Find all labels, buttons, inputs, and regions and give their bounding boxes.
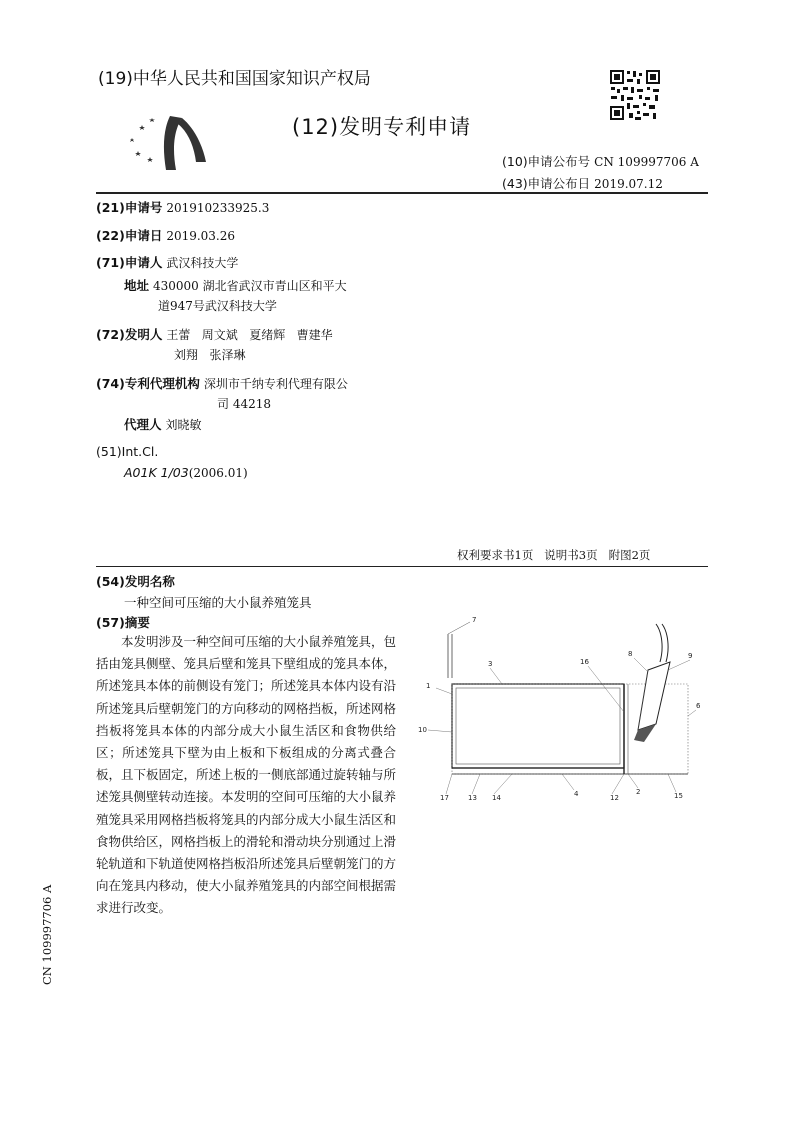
figure-label-14: 14 xyxy=(492,794,501,802)
application-date-label: (22)申请日 xyxy=(96,228,163,243)
application-number-value: 201910233925.3 xyxy=(166,201,270,215)
title-label: (54)发明名称 xyxy=(96,574,175,589)
publication-number-label: (10)申请公布号 xyxy=(502,154,591,169)
pages-divider xyxy=(96,566,708,567)
patent-agency-label: (74)专利代理机构 xyxy=(96,376,200,391)
inventors-continued xyxy=(174,346,245,363)
applicant-label: (71)申请人 xyxy=(96,255,163,270)
publication-date xyxy=(502,174,663,192)
abstract-text: 本发明涉及一种空间可压缩的大小鼠养殖笼具，包括由笼具侧壁、笼具后壁和笼具下壁组成的笼具本体，所述笼具本体的前侧设有笼门；所述笼具本体内设有沿所述笼具后壁朝笼门的方向移动的网格挡板，所述网格挡板将笼具本体的内部分成大小鼠生活区和食物供给区；所述笼具下壁为由上板和下板组成的分离式叠合板，且下板固定，所述上板的一侧底部通过旋转轴与所述笼具侧壁转动连接。本发明的空间可压缩的大小鼠养殖笼具采用网格挡板将笼具的内部分成大小鼠生活区和食物供给区，网格挡板上的滑轮和滑动块分别通过上滑轮轨道和下轨道使网格挡板沿所述笼具后壁朝笼门的方向在笼具内移动，使大小鼠养殖笼具的内部空间根据需求进行改变。 xyxy=(96,634,397,916)
patent-office-name: (19)中华人民共和国国家知识产权局 xyxy=(98,69,371,89)
figure-label-3: 3 xyxy=(488,660,493,668)
abstract-drawing xyxy=(412,612,712,814)
figure-label-10: 10 xyxy=(418,726,427,734)
international-classification xyxy=(124,465,248,480)
figure-label-2: 2 xyxy=(636,788,641,796)
figure-label-8: 8 xyxy=(628,650,633,658)
patent-agency-line-1: 深圳市千纳专利代理有限公 xyxy=(203,377,348,391)
figure-label-9: 9 xyxy=(688,652,693,660)
agent xyxy=(124,415,202,433)
inventors-line-2: 刘翔 张泽琳 xyxy=(174,348,246,362)
application-date xyxy=(96,226,235,244)
address xyxy=(124,276,347,294)
inventors xyxy=(96,325,333,343)
figure-label-12: 12 xyxy=(610,794,619,802)
publication-number-value: CN 109997706 A xyxy=(594,155,699,169)
publication-date-label: (43)申请公布日 xyxy=(502,176,591,191)
invention-title: 一种空间可压缩的大小鼠养殖笼具 xyxy=(124,595,312,610)
address-continued xyxy=(158,297,277,314)
figure-label-15: 15 xyxy=(674,792,683,800)
application-number-label: (21)申请号 xyxy=(96,200,163,215)
ipc-class-year: (2006.01) xyxy=(188,466,248,480)
office-emblem-icon xyxy=(126,112,212,174)
patent-agency-line-2: 司 44218 xyxy=(217,397,271,411)
qr-code-icon xyxy=(609,69,661,121)
address-label: 地址 xyxy=(124,278,150,293)
publication-number xyxy=(502,152,699,170)
address-line-2: 道947号武汉科技大学 xyxy=(158,299,277,313)
abstract-label: (57)摘要 xyxy=(96,615,150,630)
inventors-line-1: 王蕾 周文斌 夏绪辉 曹建华 xyxy=(166,328,333,342)
patent-agency-continued xyxy=(217,395,271,412)
figure-label-1: 1 xyxy=(426,682,431,690)
figure-label-17: 17 xyxy=(440,794,449,802)
agent-value: 刘晓敏 xyxy=(165,418,202,432)
international-classification-label: (51)Int.Cl. xyxy=(96,444,159,459)
inventors-label: (72)发明人 xyxy=(96,327,163,342)
header-divider xyxy=(96,192,708,194)
application-number xyxy=(96,198,269,216)
publication-date-value: 2019.07.12 xyxy=(594,177,663,191)
application-date-value: 2019.03.26 xyxy=(166,229,236,243)
page-count-info: 权利要求书1页 说明书3页 附图2页 xyxy=(457,548,651,562)
figure-label-4: 4 xyxy=(574,790,579,798)
figure-label-16: 16 xyxy=(580,658,589,666)
side-publication-code: CN 109997706 A xyxy=(40,884,54,985)
agent-label: 代理人 xyxy=(124,417,162,432)
document-type-title: (12)发明专利申请 xyxy=(292,115,472,139)
applicant-value: 武汉科技大学 xyxy=(166,256,239,270)
drawing-feeding-bottle xyxy=(634,624,670,742)
figure-label-13: 13 xyxy=(468,794,477,802)
ipc-class-value: A01K 1/03 xyxy=(124,465,189,480)
drawing-cage-body xyxy=(452,684,624,768)
figure-label-6: 6 xyxy=(696,702,701,710)
figure-label-7: 7 xyxy=(472,616,477,624)
patent-agency xyxy=(96,374,348,392)
address-line-1: 430000 湖北省武汉市青山区和平大 xyxy=(153,279,347,293)
applicant xyxy=(96,253,238,271)
